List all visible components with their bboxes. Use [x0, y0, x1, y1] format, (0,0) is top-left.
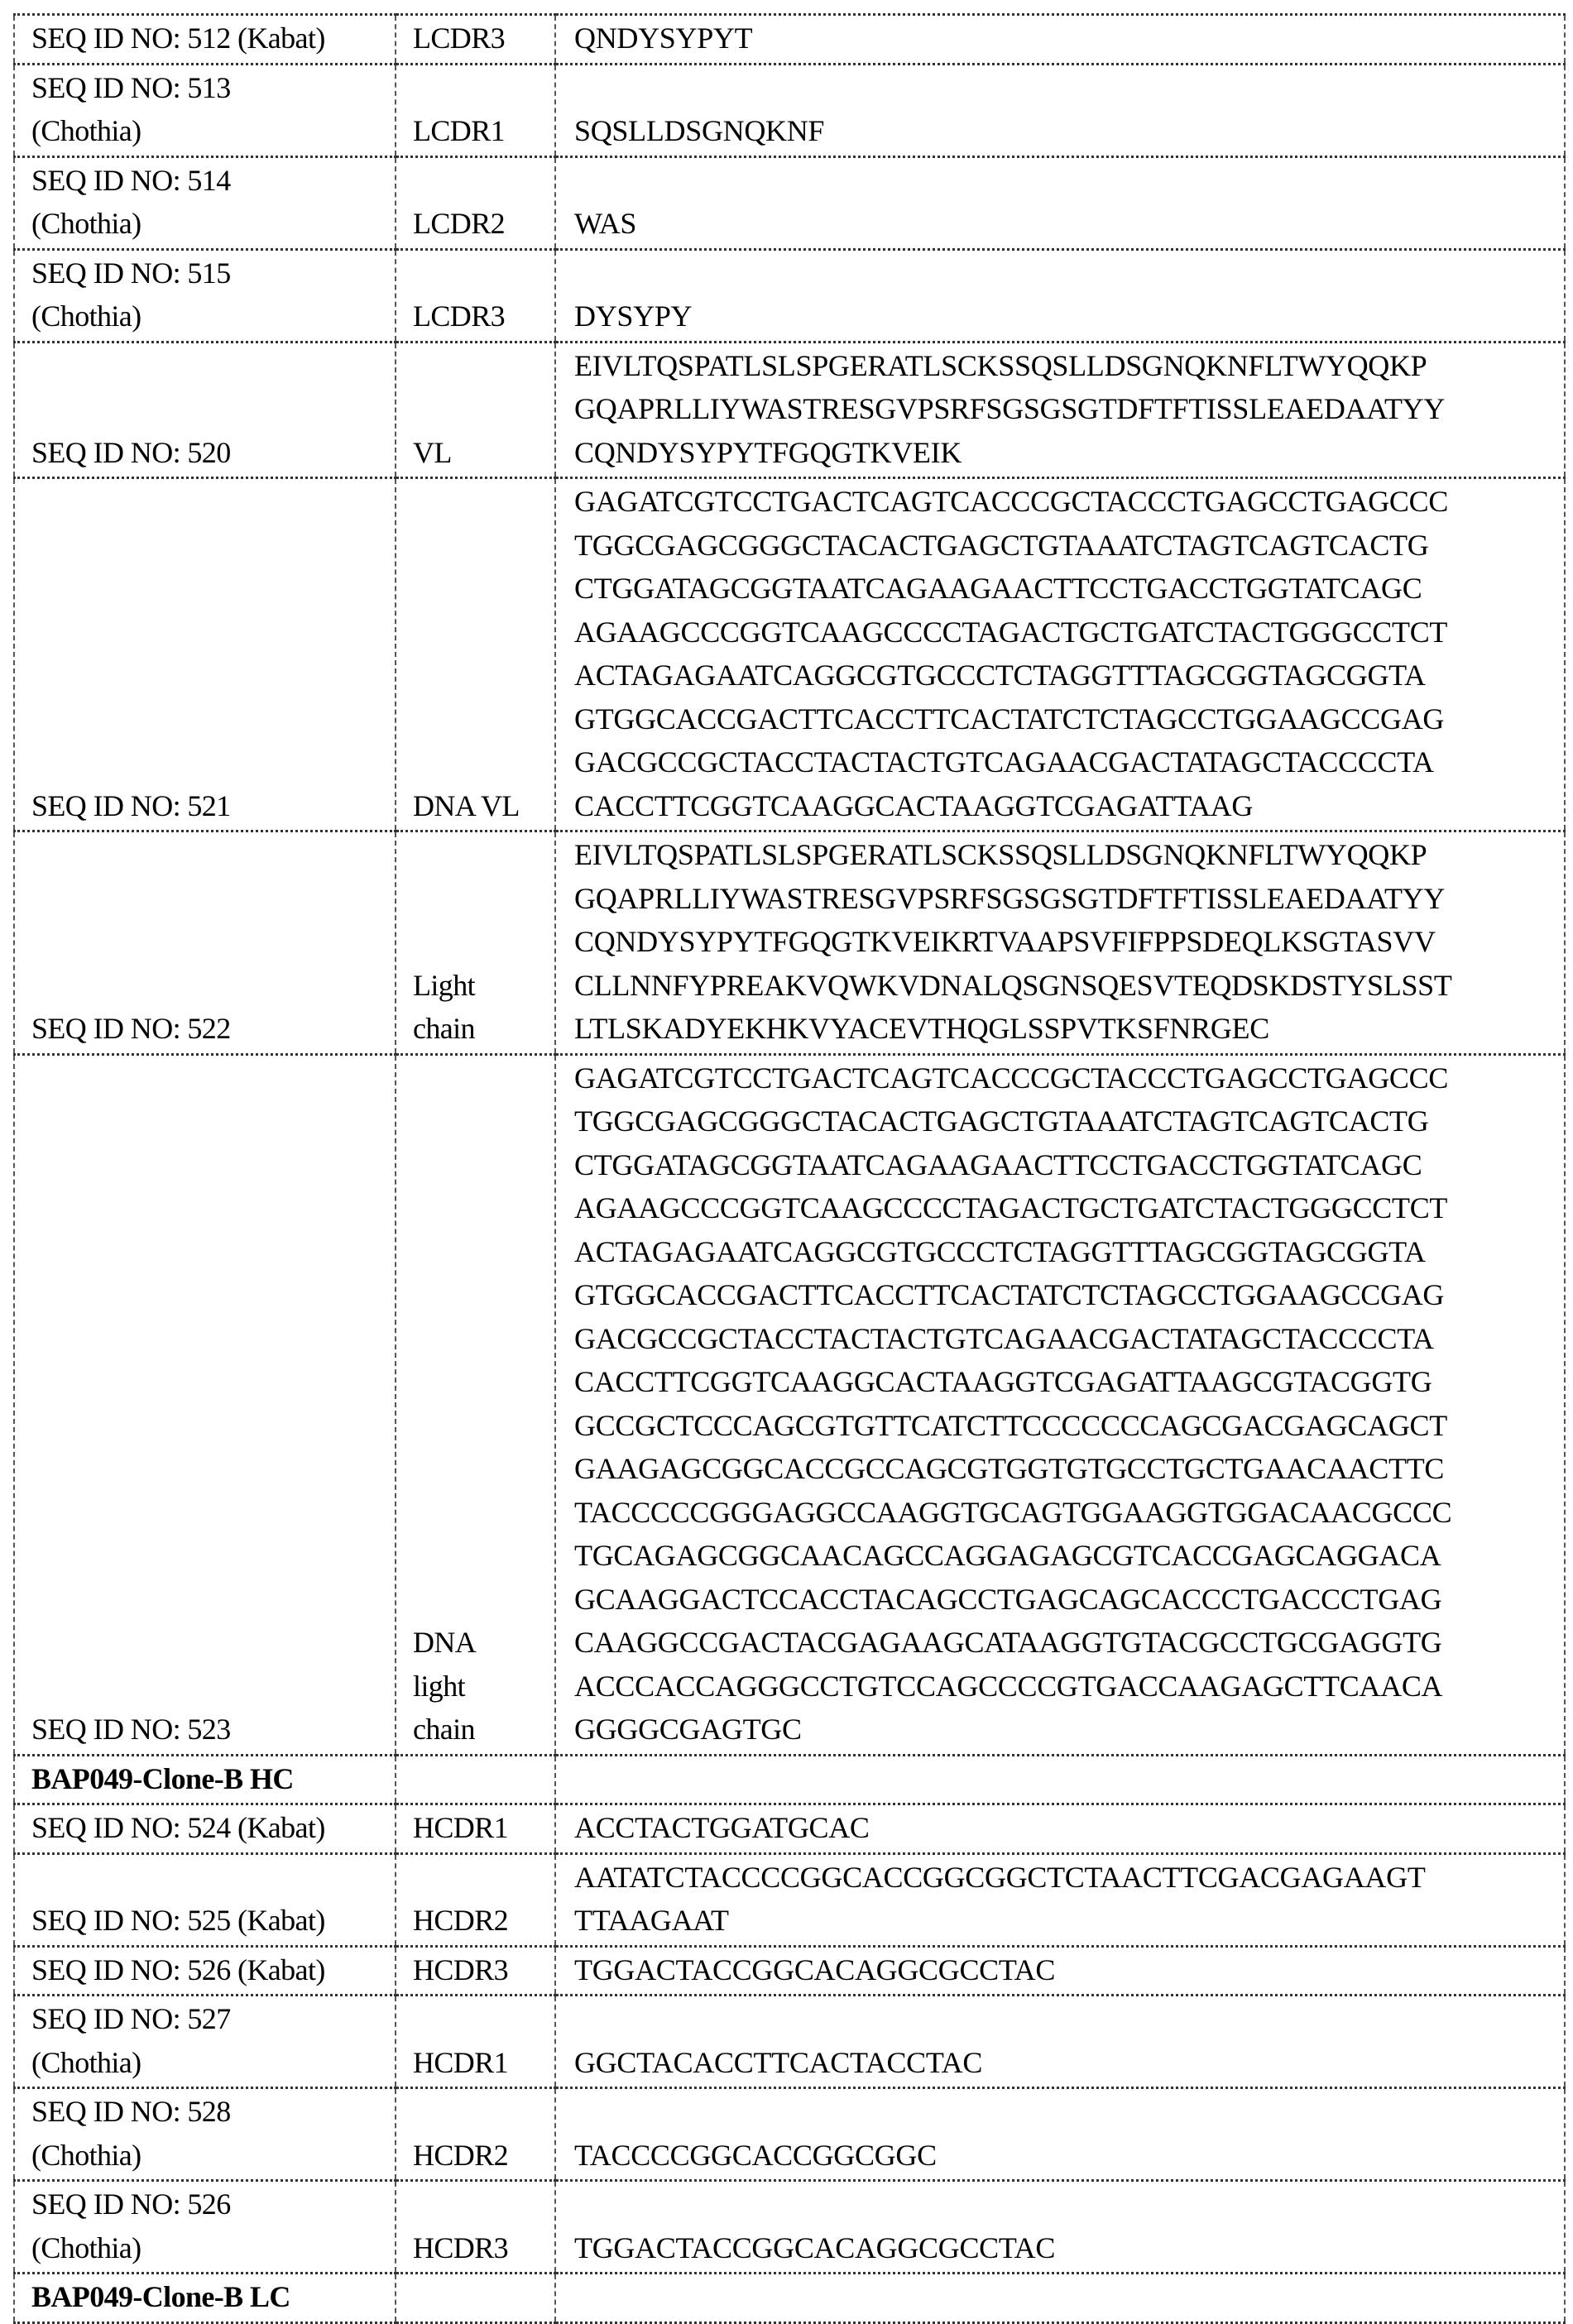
sequence-cell: GAGATCGTCCTGACTCAGTCACCCGCTACCCTGAGCCTGAGCCC TGGCGAGCGGGCTACACTGAGCTGTAAATCTAGTCAGTCACTG CTGGATAGCGGTAATCAGAAGAACTTCCTGACCTGGTATCAGC AGAAGCCCGGTCAAGCCCCTAGACTGCTGATCTACTGGGCCTCT ACTAGAGAATCAGGCGTGCCCTCTAGGTTTAGCGGTAGCGGTA GTGGCACCGACTTCACCTTCACTATCTCTAGCCTGGAAGCCGAG GACGCCGCTACCTACTACTGTCAGAACGACTATAGCTACCCCTA CACCTTCGGTCAAGGCACTAAGGTCGAGATTAAGCGTACGGTG GCCGCTCCCAGCGTGTTCATCTTCCCCCCCAGCGACGAGCAGCT GAAGAGCGGCACCGCCAGCGTGGTGTGCCTGCTGAACAACTTC TACCCCCGGGAGGCCAAGGTGCAGTGGAAGGTGGACAACGCCC TGCAGAGCGGCAACAGCCAGGAGAGCGTCACCGAGCAGGACA GCAAGGACTCCACCTACAGCCTGAGCAGCACCCTGACCCTGAG CAAGGCCGACTACGAGAAGCATAAGGTGTACGCCTGCGAGGTG ACCCACCAGGGCCTGTCCAGCCCCGTGACCAAGAGCTTCAACA GGGGCGAGTGC — [555, 1054, 1565, 1755]
section-header-row — [14, 1755, 1565, 1804]
region-cell: Light chain — [396, 831, 555, 1055]
region-cell: HCDR3 — [396, 1946, 555, 1996]
sequence-cell: GAGATCGTCCTGACTCAGTCACCCGCTACCCTGAGCCTGAGCCC TGGCGAGCGGGCTACACTGAGCTGTAAATCTAGTCAGTCACTG CTGGATAGCGGTAATCAGAAGAACTTCCTGACCTGGTATCAGC AGAAGCCCGGTCAAGCCCCTAGACTGCTGATCTACTGGGCCTCT ACTAGAGAATCAGGCGTGCCCTCTAGGTTTAGCGGTAGCGGTA GTGGCACCGACTTCACCTTCACTATCTCTAGCCTGGAAGCCGAG GACGCCGCTACCTACTACTGTCAGAACGACTATAGCTACCCCTA CACCTTCGGTCAAGGCACTAAGGTCGAGATTAAG — [555, 478, 1565, 831]
region-cell: DNA VL — [396, 478, 555, 831]
seq-id-cell: SEQ ID NO: 526 (Kabat) — [14, 1946, 396, 1996]
sequence-cell: ACCTACTGGATGCAC — [555, 1804, 1565, 1854]
sequence-cell: QNDYSYPYT — [555, 15, 1565, 65]
table-row — [14, 1853, 1565, 1946]
table-row — [14, 156, 1565, 249]
region-cell: HCDR2 — [396, 2088, 555, 2181]
table-row — [14, 342, 1565, 478]
region-cell: HCDR3 — [396, 2181, 555, 2274]
table-row — [14, 1054, 1565, 1755]
region-cell: LCDR1 — [396, 64, 555, 156]
sequence-cell: AATATCTACCCCGGCACCGGCGGCTCTAACTTCGACGAGAAGT TTAAGAAT — [555, 1853, 1565, 1946]
table-row — [14, 1804, 1565, 1854]
region-cell: HCDR1 — [396, 1804, 555, 1854]
sequence-cell: SQSLLDSGNQKNF — [555, 64, 1565, 156]
seq-id-cell: SEQ ID NO: 520 — [14, 342, 396, 478]
seq-id-cell: SEQ ID NO: 521 — [14, 478, 396, 831]
table-row — [14, 2181, 1565, 2274]
seq-id-cell: SEQ ID NO: 515 (Chothia) — [14, 249, 396, 342]
sequence-cell: TGGACTACCGGCACAGGCGCCTAC — [555, 1946, 1565, 1996]
seq-id-cell: SEQ ID NO: 513 (Chothia) — [14, 64, 396, 156]
section-title: BAP049-Clone-B LC — [14, 2274, 396, 2323]
table-row — [14, 64, 1565, 156]
table-row — [14, 1996, 1565, 2088]
table-row — [14, 478, 1565, 831]
seq-id-cell: SEQ ID NO: 523 — [14, 1054, 396, 1755]
region-cell: LCDR3 — [396, 249, 555, 342]
sequence-cell — [555, 1755, 1565, 1804]
region-cell — [396, 1755, 555, 1804]
region-cell: VL — [396, 342, 555, 478]
sequence-cell: TGGACTACCGGCACAGGCGCCTAC — [555, 2181, 1565, 2274]
region-cell — [396, 2274, 555, 2323]
region-cell: HCDR1 — [396, 1996, 555, 2088]
sequence-cell — [555, 2274, 1565, 2323]
table-row — [14, 15, 1565, 65]
sequence-cell: GGCTACACCTTCACTACCTAC — [555, 1996, 1565, 2088]
table-row — [14, 249, 1565, 342]
seq-id-cell: SEQ ID NO: 528 (Chothia) — [14, 2088, 396, 2181]
seq-id-cell: SEQ ID NO: 526 (Chothia) — [14, 2181, 396, 2274]
sequence-table — [13, 13, 1566, 2324]
seq-id-cell: SEQ ID NO: 527 (Chothia) — [14, 1996, 396, 2088]
seq-id-cell: SEQ ID NO: 524 (Kabat) — [14, 1804, 396, 1854]
sequence-cell: TACCCCGGCACCGGCGGC — [555, 2088, 1565, 2181]
sequence-cell: DYSYPY — [555, 249, 1565, 342]
region-cell: HCDR2 — [396, 1853, 555, 1946]
table-row — [14, 831, 1565, 1055]
sequence-cell: EIVLTQSPATLSLSPGERATLSCKSSQSLLDSGNQKNFLTWYQQKP GQAPRLLIYWASTRESGVPSRFSGSGSGTDFTFTISSLEAEDAATYY CQNDYSYPYTFGQGTKVEIKRTVAAPSVFIFPPSDEQLKSGTASVV CLLNNFYPREAKVQWKVDNALQSGNSQESVTEQDSKDSTYSLSST LTLSKADYEKHKVYACEVTHQGLSSPVTKSFNRGEC — [555, 831, 1565, 1055]
seq-id-cell: SEQ ID NO: 525 (Kabat) — [14, 1853, 396, 1946]
section-header-row — [14, 2274, 1565, 2323]
sequence-table-body — [14, 15, 1565, 2323]
region-cell: DNA light chain — [396, 1054, 555, 1755]
table-row — [14, 1946, 1565, 1996]
seq-id-cell: SEQ ID NO: 512 (Kabat) — [14, 15, 396, 65]
sequence-cell: WAS — [555, 156, 1565, 249]
section-title: BAP049-Clone-B HC — [14, 1755, 396, 1804]
region-cell: LCDR2 — [396, 156, 555, 249]
region-cell: LCDR3 — [396, 15, 555, 65]
seq-id-cell: SEQ ID NO: 514 (Chothia) — [14, 156, 396, 249]
table-row — [14, 2088, 1565, 2181]
seq-id-cell: SEQ ID NO: 522 — [14, 831, 396, 1055]
sequence-cell: EIVLTQSPATLSLSPGERATLSCKSSQSLLDSGNQKNFLTWYQQKP GQAPRLLIYWASTRESGVPSRFSGSGSGTDFTFTISSLEAEDAATYY CQNDYSYPYTFGQGTKVEIK — [555, 342, 1565, 478]
